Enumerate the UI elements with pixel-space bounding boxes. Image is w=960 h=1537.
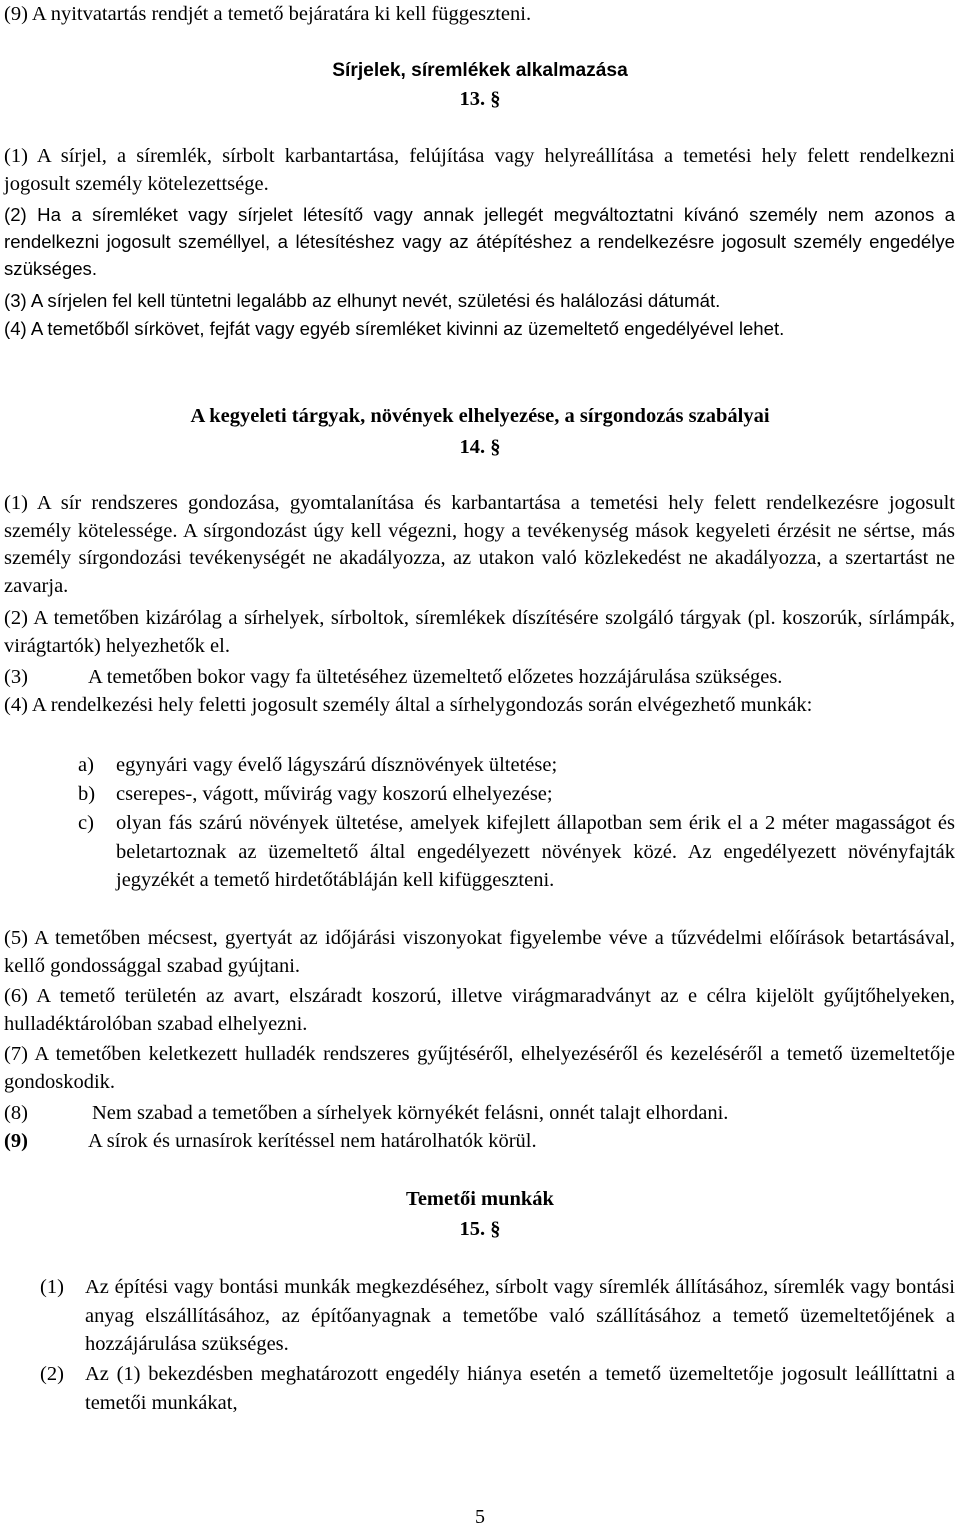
paragraph-number: (3) [4, 666, 28, 688]
paragraph-text: A temetőben bokor vagy fa ültetéséhez üzemeltető előzetes hozzájárulása szükséges. [88, 666, 783, 688]
paragraph-text: A sírok és urnasírok kerítéssel nem határolhatók körül. [88, 1130, 537, 1152]
list-marker: c) [78, 812, 94, 834]
section-14-paragraph-7: (7) A temetőben keletkezett hulladék rendszeres gyűjtéséről, elhelyezéséről és kezeléséről a temető üzemeltetője gondoskodik. [4, 1043, 955, 1093]
list-marker: a) [78, 754, 94, 776]
paragraph-text: Az (1) bekezdésben meghatározott engedély hiánya esetén a temető üzemeltetője jogosult leállíttatni a temetői munkákat, [85, 1363, 955, 1414]
section-14-number: 14. § [459, 436, 501, 458]
paragraph-number: (2) [40, 1363, 64, 1385]
section-15-number: 15. § [459, 1218, 501, 1240]
section-14-paragraph-4: (4) A rendelkezési hely feletti jogosult személy által a sírhelygondozás során elvégezhető munkák: [4, 694, 813, 716]
section-13-paragraph-2: (2) Ha a síremléket vagy sírjelet létesítő vagy annak jellegét megváltoztatni kívánó személy nem azonos a rendelkezni jogosult személlyel, a létesítéshez vagy az átépítéshez a rendelkezésre jogosult személy engedélye szükséges. [4, 204, 955, 279]
section-14-paragraph-3 [4, 663, 955, 692]
section-14-paragraph-1: (1) A sír rendszeres gondozása, gyomtalanítása és karbantartása a temetési hely felett rendelkezésre jogosult személy kötelessége. A sírgondozást úgy kell végezni, hogy a tevékenység mások kegyeleti érzésit ne sértse, más személy sírgondozási tevékenységét ne akadályozza, az utakon való közlekedést ne akadályozza, a szertartást ne zavarja. [4, 492, 955, 597]
section-14-paragraph-8 [4, 1099, 955, 1128]
section-15-paragraph-1 [40, 1273, 955, 1359]
paragraph-9-opening-hours: (9) A nyitvatartás rendjét a temető bejáratára ki kell függeszteni. [4, 3, 532, 25]
section-13-title: Sírjelek, síremlékek alkalmazása [332, 60, 628, 81]
page-number: 5 [475, 1506, 485, 1528]
list-item-text: olyan fás szárú növények ültetése, amelyek kifejlett állapotban sem érik el a 2 méter magasságot és beletartoznak az üzemeltető által engedélyezett növények közé. Az engedélyezett növényfajták jegyzékét a temető hirdetőtábláján kell kifüggeszteni. [116, 812, 955, 891]
paragraph-number: (9) [4, 1130, 28, 1152]
section-14-paragraph-9 [4, 1127, 955, 1156]
paragraph-text: Az építési vagy bontási munkák megkezdéséhez, sírbolt vagy síremlék állításához, síremlék vagy bontási anyag elszállításához, az építőanyagnak a temetőbe való szállításához a temető üzemeltetőjének a hozzájárulása szükséges. [85, 1276, 955, 1355]
section-13-paragraph-4: (4) A temetőből sírkövet, fejfát vagy egyéb síremléket kivinni az üzemeltető engedélyével lehet. [4, 318, 785, 339]
paragraph-number: (1) [40, 1276, 64, 1298]
paragraph-text: Nem szabad a temetőben a sírhelyek környékét felásni, onnét talajt elhordani. [92, 1102, 729, 1124]
list-item-text: cserepes-, vágott, művirág vagy koszorú elhelyezése; [116, 783, 553, 805]
list-item-b [78, 780, 955, 809]
section-14-paragraph-5: (5) A temetőben mécsest, gyertyát az időjárási viszonyokat figyelembe véve a tűzvédelmi előírások betartásával, kellő gondossággal szabad gyújtani. [4, 927, 955, 977]
list-item-c [78, 809, 955, 895]
section-14-paragraph-2: (2) A temetőben kizárólag a sírhelyek, sírboltok, síremlékek díszítésére szolgáló tárgyak (pl. koszorúk, sírlámpák, virágtartók) helyezhetők el. [4, 607, 955, 657]
section-13-number: 13. § [459, 88, 501, 110]
section-13-paragraph-1: (1) A sírjel, a síremlék, sírbolt karbantartása, felújítása vagy helyreállítása a temetési hely felett rendelkezni jogosult személy kötelezettsége. [4, 145, 955, 195]
paragraph-number: (8) [4, 1102, 28, 1124]
list-item-text: egynyári vagy évelő lágyszárú dísznövények ültetése; [116, 754, 558, 776]
list-marker: b) [78, 783, 96, 805]
list-item-a [78, 751, 955, 780]
section-15-title: Temetői munkák [406, 1188, 554, 1210]
section-13-paragraph-3: (3) A sírjelen fel kell tüntetni legalább az elhunyt nevét, születési és halálozási dátumát. [4, 290, 721, 311]
section-15-paragraph-2 [40, 1360, 955, 1417]
section-14-title: A kegyeleti tárgyak, növények elhelyezése, a sírgondozás szabályai [190, 405, 770, 427]
section-14-paragraph-6: (6) A temető területén az avart, elszáradt koszorú, illetve virágmaradványt az e célra kijelölt gyűjtőhelyeken, hulladéktárolóban szabad elhelyezni. [4, 985, 955, 1035]
